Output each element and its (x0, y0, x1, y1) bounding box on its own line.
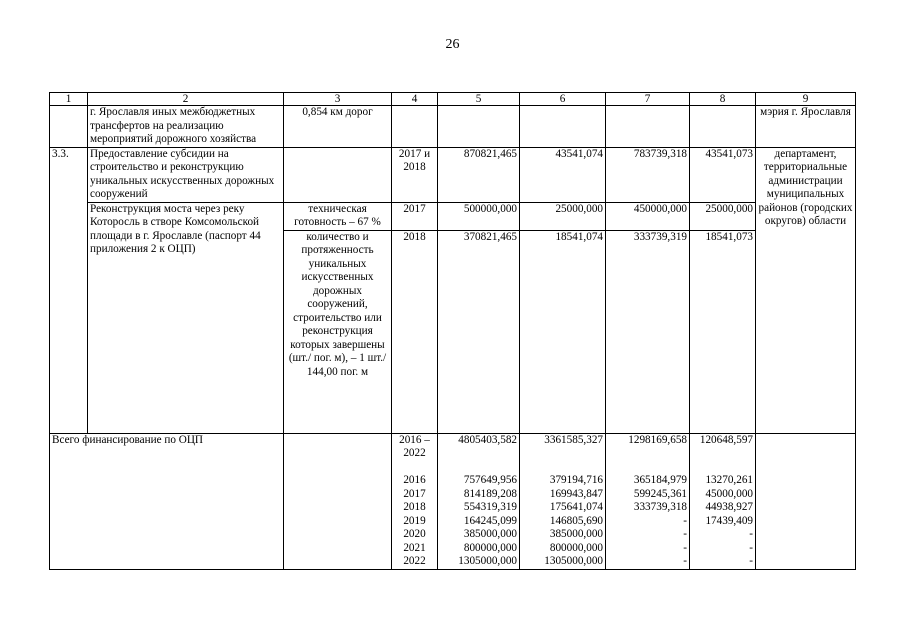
cell-executor: мэрия г. Ярославля (756, 106, 856, 148)
cell-measure: Предоставление субсидии на строительство и реконструкцию уникальных искусственных дорожных сооружений (88, 147, 284, 202)
cell-total: 4805403,582 757649,956 814189,208 554319,319 164245,099 385000,000 800000,000 1305000,000 (438, 433, 520, 569)
col-header: 5 (438, 93, 520, 106)
cell-year: 2018 (392, 230, 438, 433)
col-header: 3 (284, 93, 392, 106)
col-header: 1 (50, 93, 88, 106)
cell-regional: 450000,000 (606, 202, 690, 230)
cell-year: 2017 и 2018 (392, 147, 438, 202)
cell-year: 2017 (392, 202, 438, 230)
cell-total: 370821,465 (438, 230, 520, 433)
cell-regional: 783739,318 (606, 147, 690, 202)
cell-local: 25000,000 (690, 202, 756, 230)
financing-table (49, 92, 856, 570)
col-header: 9 (756, 93, 856, 106)
cell-local: 120648,597 13270,261 45000,000 44938,927 17439,409 - - - (690, 433, 756, 569)
cell-total-label: Всего финансирование по ОЦП (50, 433, 284, 569)
table-row-total (50, 433, 856, 569)
cell-years: 2016 – 2022 2016 2017 2018 2019 2020 2021 2022 (392, 433, 438, 569)
col-header: 4 (392, 93, 438, 106)
col-header: 6 (520, 93, 606, 106)
cell-measure: г. Ярославля иных межбюджетных трансфертов на реализацию мероприятий дорожного хозяйства (88, 106, 284, 148)
cell-executor: департамент, территориальные администрации муниципальных районов (городских округов) области (756, 147, 856, 433)
cell-indicator: количество и протяженность уникальных искусственных дорожных сооружений, строительство или реконструкция которых завершены (шт./ пог. м), – 1 шт./ 144,00 пог. м (284, 230, 392, 433)
col-header: 7 (606, 93, 690, 106)
table-row (50, 147, 856, 202)
cell-regional: 1298169,658 365184,979 599245,361 333739,318 - - - - (606, 433, 690, 569)
page-number: 26 (445, 37, 460, 52)
cell-local: 43541,073 (690, 147, 756, 202)
cell-total: 500000,000 (438, 202, 520, 230)
cell-regional: 333739,319 (606, 230, 690, 433)
cell-total: 870821,465 (438, 147, 520, 202)
cell-local: 18541,073 (690, 230, 756, 433)
cell-indicator: техническая готовность – 67 % (284, 202, 392, 230)
cell-federal: 43541,074 (520, 147, 606, 202)
cell-federal: 18541,074 (520, 230, 606, 433)
table-row (50, 106, 856, 148)
cell-federal: 3361585,327 379194,716 169943,847 175641,074 146805,690 385000,000 800000,000 1305000,000 (520, 433, 606, 569)
col-header: 2 (88, 93, 284, 106)
table-row (50, 202, 856, 230)
header-row (50, 93, 856, 106)
cell-indicator: 0,854 км дорог (284, 106, 392, 148)
cell-number: 3.3. (50, 147, 88, 433)
col-header: 8 (690, 93, 756, 106)
cell-federal: 25000,000 (520, 202, 606, 230)
cell-measure: Реконструкция моста через реку Которосль в створе Комсомольской площади в г. Ярославле (паспорт 44 приложения 2 к ОЦП) (88, 202, 284, 433)
